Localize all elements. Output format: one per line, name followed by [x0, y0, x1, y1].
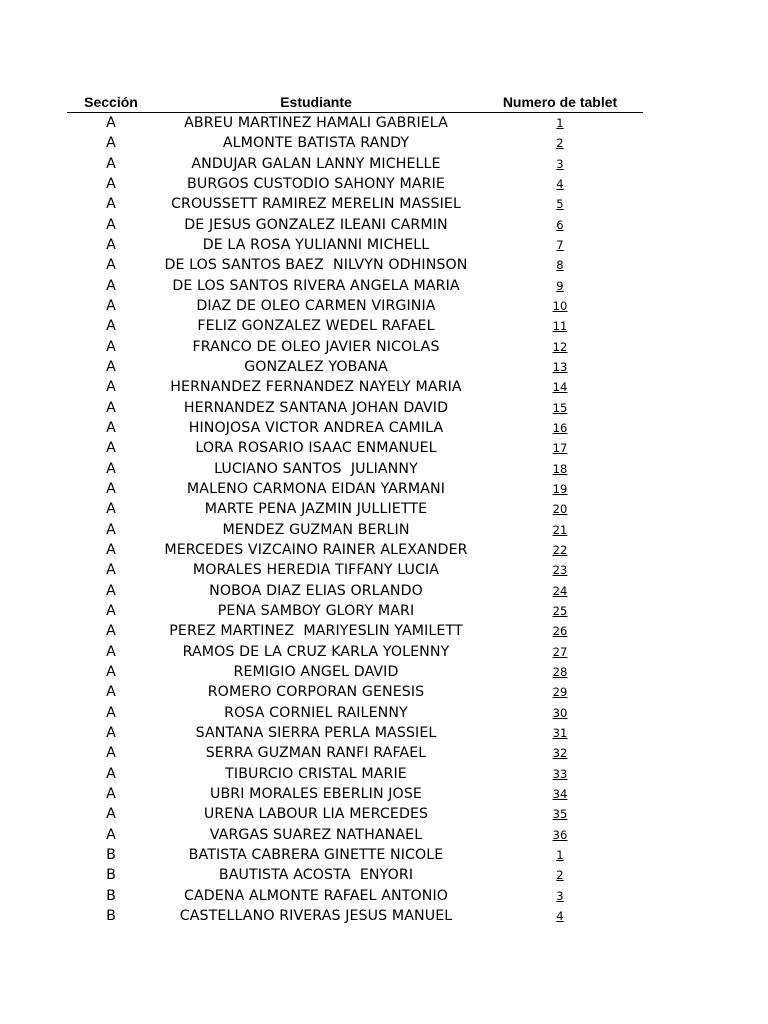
- tablet-number-cell: [477, 278, 643, 294]
- section-cell: A: [106, 399, 116, 416]
- tablet-number-cell: [477, 786, 643, 802]
- section-cell: A: [106, 785, 116, 802]
- student-name-cell: MENDEZ GUZMAN BERLIN: [222, 521, 410, 538]
- tablet-number-cell: [477, 603, 643, 619]
- tablet-number-cell: [477, 806, 643, 822]
- table-row: [67, 540, 643, 560]
- tablet-number-link[interactable]: 1: [556, 116, 564, 131]
- student-name-cell: FRANCO DE OLEO JAVIER NICOLAS: [192, 338, 440, 355]
- table-row: [67, 418, 643, 438]
- tablet-number-link[interactable]: 8: [556, 258, 564, 273]
- section-cell: A: [106, 237, 116, 254]
- tablet-number-cell: [477, 217, 643, 233]
- student-name-cell: PEREZ MARTINEZ MARIYESLIN YAMILETT: [169, 623, 463, 640]
- tablet-number-cell: [477, 115, 643, 131]
- tablet-number-link[interactable]: 17: [552, 441, 568, 456]
- table-row: [67, 784, 643, 804]
- table-row: [67, 296, 643, 316]
- table-row: [67, 459, 643, 479]
- student-name-cell: VARGAS SUAREZ NATHANAEL: [209, 826, 423, 843]
- student-name-cell: ABREU MARTINEZ HAMALI GABRIELA: [184, 115, 448, 132]
- tablet-number-cell: [477, 847, 643, 863]
- section-cell: A: [106, 582, 116, 599]
- tablet-number-link[interactable]: 7: [556, 238, 564, 253]
- tablet-number-link[interactable]: 2: [556, 136, 564, 151]
- tablet-number-link[interactable]: 21: [552, 522, 568, 537]
- section-cell: A: [106, 542, 116, 559]
- student-name-cell: UREÑA LABOUR LIA MERCEDES: [203, 806, 429, 823]
- tablet-number-cell: [477, 359, 643, 375]
- tablet-number-link[interactable]: 23: [552, 563, 568, 578]
- section-cell: A: [106, 643, 116, 660]
- tablet-number-link[interactable]: 3: [556, 888, 564, 903]
- tablet-number-link[interactable]: 27: [552, 644, 568, 659]
- tablet-number-link[interactable]: 1: [556, 847, 564, 862]
- header-tablet-number: Numero de tablet: [502, 94, 618, 110]
- student-name-cell: HINOJOSA VICTOR ANDREA CAMILA: [188, 420, 444, 437]
- section-cell: A: [106, 277, 116, 294]
- section-cell: B: [106, 867, 116, 884]
- student-name-cell: ALMONTE BATISTA RANDY: [222, 135, 410, 152]
- section-cell: B: [106, 846, 116, 863]
- student-name-cell: MALENO CARMONA EIDAN YARMANI: [186, 481, 446, 498]
- student-name-cell: PEÑA SAMBOY GLORY MARI: [217, 603, 415, 620]
- section-cell: A: [106, 684, 116, 701]
- tablet-number-cell: [477, 522, 643, 538]
- table-row: [67, 845, 643, 865]
- section-cell: A: [106, 440, 116, 457]
- tablet-number-cell: [477, 339, 643, 355]
- section-cell: A: [106, 806, 116, 823]
- tablet-number-cell: [477, 867, 643, 883]
- tablet-number-link[interactable]: 31: [552, 726, 568, 740]
- section-cell: A: [106, 765, 116, 782]
- table-row: [67, 499, 643, 519]
- tablet-number-link[interactable]: 28: [552, 665, 568, 680]
- student-name-cell: NOBOA DIAZ ELIAS ORLANDO: [209, 582, 423, 599]
- tablet-number-link[interactable]: 33: [552, 766, 568, 781]
- table-row: [67, 723, 643, 743]
- section-cell: A: [106, 623, 116, 640]
- tablet-number-cell: [477, 827, 643, 843]
- student-name-cell: MARTE PEÑA JAZMIN JULLIETTE: [204, 501, 428, 518]
- header-section: Sección: [84, 94, 138, 110]
- tablet-number-link[interactable]: 16: [552, 421, 568, 436]
- student-name-cell: RAMOS DE LA CRUZ KARLA YOLENNY: [182, 643, 450, 660]
- tablet-number-link[interactable]: 36: [552, 827, 568, 842]
- table-row: [67, 316, 643, 336]
- tablet-number-cell: [477, 542, 643, 558]
- tablet-number-cell: [477, 440, 643, 456]
- tablet-number-cell: [477, 705, 643, 721]
- tablet-number-link[interactable]: 20: [552, 502, 568, 517]
- table-body: [67, 113, 643, 926]
- table-row: [67, 703, 643, 723]
- table-row: [67, 154, 643, 174]
- student-name-cell: ANDUJAR GALAN LANNY MICHELLE: [191, 155, 441, 172]
- section-cell: A: [106, 460, 116, 477]
- table-row: [67, 642, 643, 662]
- tablet-number-link[interactable]: 22: [552, 543, 568, 558]
- tablet-number-link[interactable]: 29: [552, 685, 568, 700]
- section-cell: A: [106, 725, 116, 741]
- tablet-number-cell: [477, 562, 643, 578]
- section-cell: A: [106, 257, 116, 274]
- section-cell: A: [106, 196, 116, 213]
- tablet-number-link[interactable]: 30: [552, 705, 568, 720]
- section-cell: A: [106, 379, 116, 396]
- tablet-number-link[interactable]: 18: [552, 461, 568, 476]
- table-row: [67, 133, 643, 153]
- student-name-cell: MERCEDES VIZCAINO RAINER ALEXANDER: [164, 542, 468, 559]
- tablet-number-cell: [477, 379, 643, 395]
- tablet-number-cell: [477, 481, 643, 497]
- table-row: [67, 357, 643, 377]
- table-row: [67, 520, 643, 540]
- tablet-number-cell: [477, 176, 643, 192]
- section-cell: A: [106, 298, 116, 315]
- student-name-cell: CADENA ALMONTE RAFAEL ANTONIO: [183, 887, 449, 904]
- table-row: [67, 885, 643, 905]
- section-cell: A: [106, 562, 116, 579]
- student-name-cell: UBRI MORALES EBERLIN JOSE: [209, 785, 422, 802]
- student-name-cell: BAUTISTA ACOSTA ENYORI: [218, 867, 414, 884]
- section-cell: A: [106, 155, 116, 172]
- section-cell: A: [106, 135, 116, 152]
- section-cell: A: [106, 318, 116, 335]
- section-cell: A: [106, 216, 116, 233]
- section-cell: A: [106, 603, 116, 620]
- table-row: [67, 581, 643, 601]
- table-row: [67, 743, 643, 763]
- table-row: [67, 621, 643, 641]
- section-cell: A: [106, 664, 116, 681]
- tablet-number-cell: [477, 664, 643, 680]
- tablet-number-cell: [477, 583, 643, 599]
- tablet-number-cell: [477, 745, 643, 761]
- student-tablet-table: [67, 92, 643, 926]
- tablet-number-link[interactable]: 26: [552, 624, 568, 639]
- tablet-number-cell: [477, 135, 643, 151]
- tablet-number-cell: [477, 237, 643, 253]
- tablet-number-cell: [477, 196, 643, 212]
- student-name-cell: GONZALEZ YOBANA: [244, 359, 388, 376]
- tablet-number-link[interactable]: 19: [552, 482, 568, 497]
- student-name-cell: DIAZ DE OLEO CARMEN VIRGINIA: [196, 298, 436, 315]
- tablet-number-link[interactable]: 34: [552, 786, 568, 801]
- student-name-cell: DE LOS SANTOS RIVERA ANGELA MARIA: [172, 277, 460, 294]
- tablet-number-cell: [477, 400, 643, 416]
- tablet-number-link[interactable]: 3: [556, 156, 564, 171]
- tablet-number-cell: [477, 623, 643, 639]
- tablet-number-cell: [477, 298, 643, 314]
- table-row: [67, 276, 643, 296]
- table-row: [67, 235, 643, 255]
- student-name-cell: TIBURCIO CRISTAL MARIE: [225, 765, 407, 782]
- table-row: [67, 601, 643, 621]
- table-row: [67, 377, 643, 397]
- tablet-number-link[interactable]: 15: [552, 400, 568, 415]
- tablet-number-link[interactable]: 10: [552, 299, 568, 314]
- table-header: [67, 92, 643, 113]
- table-row: [67, 194, 643, 214]
- tablet-number-cell: [477, 644, 643, 660]
- section-cell: A: [106, 501, 116, 518]
- student-name-cell: DE LOS SANTOS BAEZ NILVYN ODHINSON: [164, 257, 468, 274]
- student-name-cell: HERNANDEZ SANTANA JOHAN DAVID: [183, 399, 449, 416]
- table-row: [67, 764, 643, 784]
- table-row: [67, 560, 643, 580]
- tablet-number-cell: [477, 725, 643, 741]
- table-row: [67, 682, 643, 702]
- table-row: [67, 804, 643, 824]
- table-row: [67, 906, 643, 926]
- table-row: [67, 479, 643, 499]
- section-cell: A: [106, 521, 116, 538]
- tablet-number-link[interactable]: 9: [556, 278, 564, 293]
- table-row: [67, 215, 643, 235]
- table-row: [67, 438, 643, 458]
- tablet-number-link[interactable]: 35: [552, 807, 568, 822]
- student-name-cell: FELIZ GONZALEZ WEDEL RAFAEL: [197, 318, 435, 335]
- tablet-number-link[interactable]: 13: [552, 360, 568, 375]
- tablet-number-cell: [477, 461, 643, 477]
- header-student: Estudiante: [280, 94, 352, 110]
- student-name-cell: ROMERO CORPORAN GENESIS: [207, 684, 425, 701]
- section-cell: A: [106, 176, 116, 193]
- tablet-number-cell: [477, 888, 643, 904]
- student-name-cell: DE JESUS GONZALEZ ILEANI CARMIN: [184, 216, 448, 233]
- student-name-cell: BATISTA CABRERA GINETTE NICOLE: [188, 846, 444, 863]
- tablet-number-cell: [477, 420, 643, 436]
- student-name-cell: REMIGIO ANGEL DAVID: [233, 664, 399, 681]
- student-name-cell: ROSA CORNIEL RAILENNY: [224, 704, 408, 721]
- table-row: [67, 662, 643, 682]
- table-row: [67, 824, 643, 844]
- table-row: [67, 174, 643, 194]
- tablet-number-link[interactable]: 11: [552, 319, 568, 334]
- tablet-number-link[interactable]: 24: [552, 583, 568, 598]
- student-name-cell: MORALES HEREDIA TIFFANY LUCIA: [192, 562, 440, 579]
- tablet-number-link[interactable]: 12: [552, 339, 568, 354]
- student-name-cell: CASTELLANO RIVERAS JESUS MANUEL: [179, 907, 453, 924]
- section-cell: B: [106, 907, 116, 924]
- section-cell: A: [106, 338, 116, 355]
- section-cell: A: [106, 420, 116, 437]
- section-cell: A: [106, 359, 116, 376]
- tablet-number-cell: [477, 684, 643, 700]
- student-name-cell: SERRA GUZMAN RANFI RAFAEL: [205, 745, 427, 762]
- student-name-cell: SANTANA SIERRA PERLA MASSIEL: [195, 725, 437, 741]
- student-name-cell: DE LA ROSA YULIANNI MICHELL: [202, 237, 430, 254]
- section-cell: A: [106, 704, 116, 721]
- student-name-cell: LUCIANO SANTOS JULIANNY: [214, 460, 418, 477]
- tablet-number-link[interactable]: 5: [556, 197, 564, 212]
- table-row: [67, 113, 643, 133]
- section-cell: A: [106, 826, 116, 843]
- table-row: [67, 398, 643, 418]
- student-name-cell: HERNANDEZ FERNANDEZ NAYELY MARIA: [170, 379, 462, 396]
- tablet-number-link[interactable]: 25: [552, 604, 568, 619]
- table-row: [67, 255, 643, 275]
- table-row: [67, 337, 643, 357]
- tablet-number-link[interactable]: 2: [556, 868, 564, 883]
- student-name-cell: LORA ROSARIO ISAAC ENMANUEL: [195, 440, 437, 457]
- tablet-number-link[interactable]: 4: [556, 908, 564, 923]
- tablet-number-cell: [477, 501, 643, 517]
- tablet-number-cell: [477, 318, 643, 334]
- section-cell: B: [106, 887, 116, 904]
- tablet-number-cell: [477, 156, 643, 172]
- tablet-number-link[interactable]: 6: [556, 217, 564, 232]
- tablet-number-link[interactable]: 4: [556, 177, 564, 192]
- section-cell: A: [106, 745, 116, 762]
- section-cell: A: [106, 115, 116, 132]
- tablet-number-cell: [477, 908, 643, 924]
- tablet-number-link[interactable]: 14: [552, 380, 568, 395]
- student-name-cell: CROUSSETT RAMIREZ MERELIN MASSIEL: [171, 196, 461, 213]
- tablet-number-cell: [477, 766, 643, 782]
- student-name-cell: BURGOS CUSTODIO SAHONY MARIE: [187, 176, 445, 193]
- tablet-number-cell: [477, 257, 643, 273]
- table-row: [67, 865, 643, 885]
- tablet-number-link[interactable]: 32: [552, 746, 568, 761]
- section-cell: A: [106, 481, 116, 498]
